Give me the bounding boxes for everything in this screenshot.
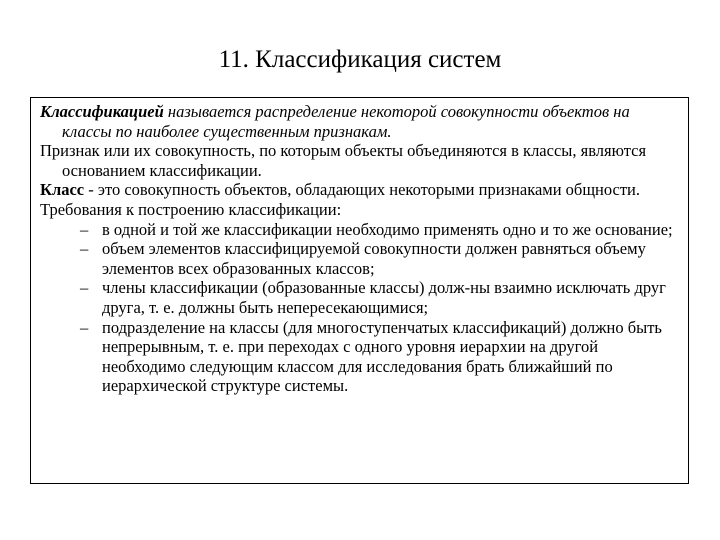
requirements-list [40, 220, 680, 396]
requirement-item [40, 318, 680, 396]
requirement-item [40, 278, 680, 317]
bullet-dash: – [80, 219, 89, 239]
requirement-text: объем элементов классифицируемой совокупности должен равняться объему элементов всех образованных классов; [102, 239, 646, 278]
bullet-dash: – [80, 278, 89, 298]
classification-definition-text: называется распределение некоторой совокупности объектов на классы по наиболее существенным признакам. [62, 102, 630, 141]
classification-definition [40, 102, 680, 141]
content-box [30, 97, 689, 484]
requirement-text: подразделение на классы (для многоступенчатых классификаций) должно быть непрерывным, т. е. при переходах с одного уровня иерархии на другой необходимо следующим классом для исследования брать ближайший по иерархической структуре системы. [102, 317, 662, 396]
class-definition [40, 180, 680, 200]
requirement-text: члены классификации (образованные классы) долж-ны взаимно исключать друг друга, т. е. должны быть непересекающимися; [102, 278, 666, 317]
class-term: Класс [40, 180, 85, 200]
class-definition-text: - это совокупность объектов, обладающих некоторыми признаками общности. [84, 180, 641, 200]
slide-title: 11. Классификация систем [218, 46, 502, 73]
requirement-item [40, 239, 680, 278]
requirement-text: в одной и той же классификации необходимо применять одно и то же основание; [102, 219, 673, 239]
requirements-heading: Требования к построению классификации: [40, 199, 342, 219]
classification-term: Классификацией [40, 102, 164, 121]
bullet-dash: – [80, 317, 89, 337]
bullet-dash: – [80, 239, 89, 259]
requirement-item [40, 220, 680, 240]
classification-basis: Признак или их совокупность, по которым объекты объединяются в классы, являются основанием классификации. [40, 141, 647, 180]
